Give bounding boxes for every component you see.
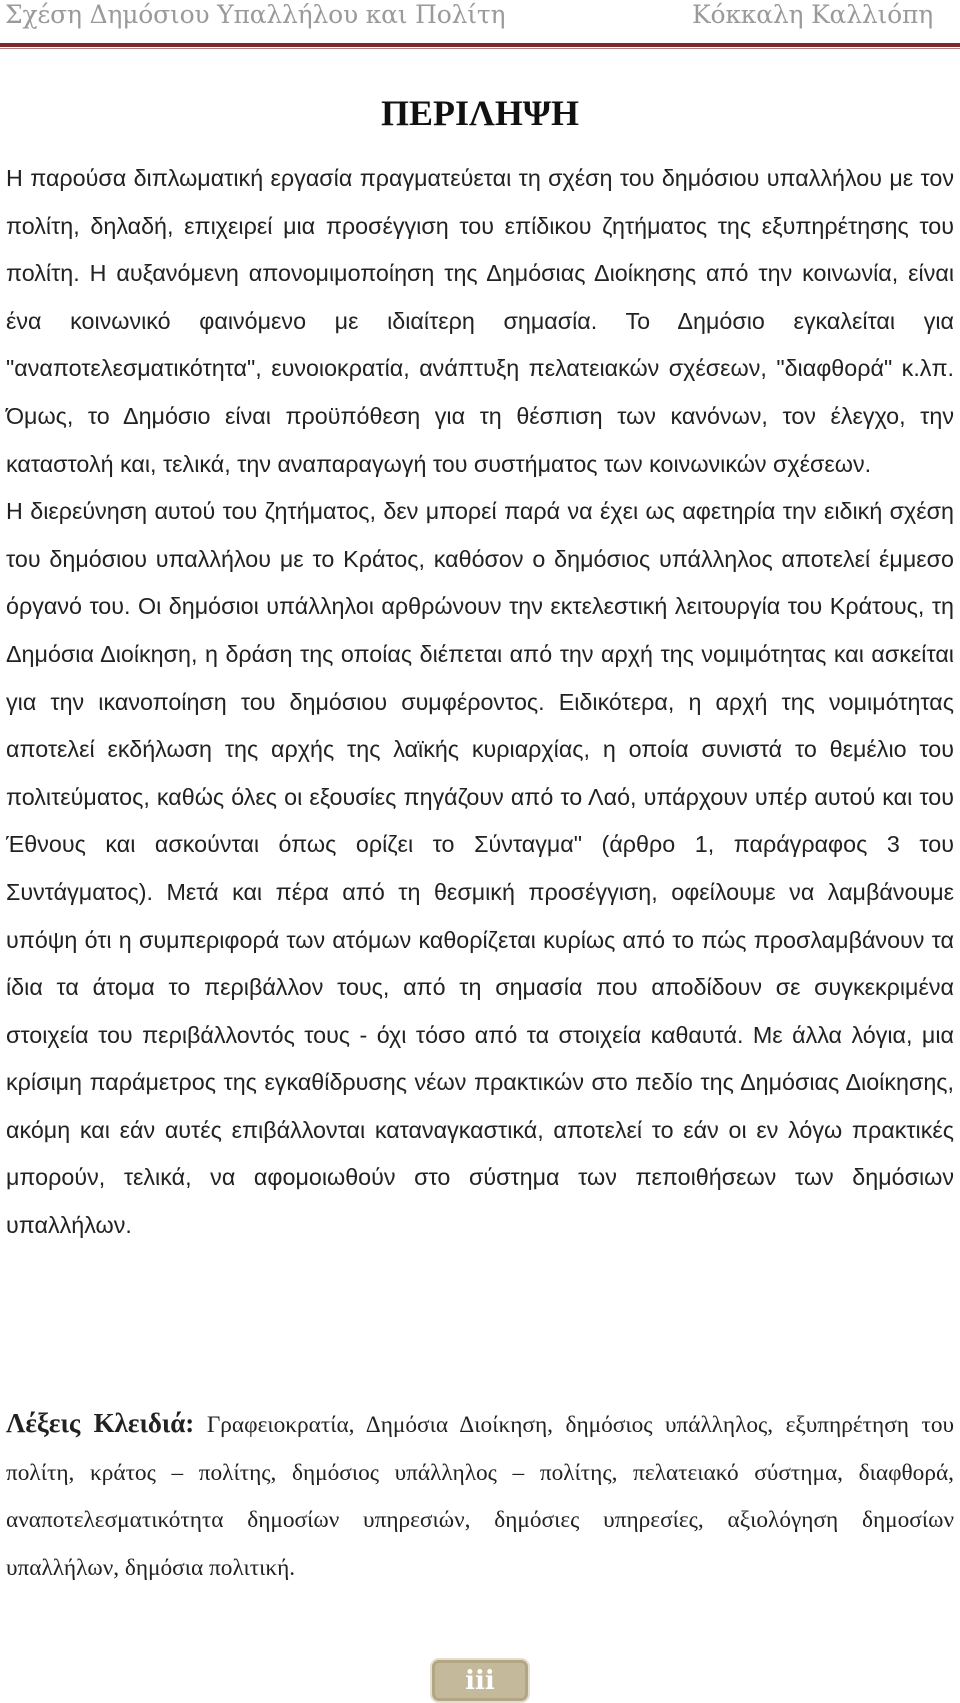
header-rule-thin (0, 48, 960, 49)
keywords-text: Γραφειοκρατία, Δημόσια Διοίκηση, δημόσιος υπάλληλος, εξυπηρέτηση του πολίτη, κράτος – πολίτης, δημόσιος υπάλληλος – πολίτης, πελατειακό σύστημα, διαφθορά, αναποτελεσματικότητα δημοσίων υπηρεσιών, δημόσιες υπηρεσίες, αξιολόγηση δημοσίων υπαλλήλων, δημόσια πολιτική. (6, 1412, 954, 1581)
keywords-label: Λέξεις Κλειδιά: (6, 1408, 195, 1438)
running-author: Κόκκαλη Καλλιόπη (692, 0, 933, 29)
abstract-body (6, 155, 954, 1250)
section-title (0, 92, 960, 134)
page-header (0, 0, 960, 46)
keywords-block (6, 1400, 954, 1592)
abstract-paragraph-2: Η διερεύνηση αυτού του ζητήματος, δεν μπορεί παρά να έχει ως αφετηρία την ειδική σχέση του δημόσιου υπαλλήλου με το Κράτος, καθόσον ο δημόσιος υπάλληλος αποτελεί έμμεσο όργανό του. Οι δημόσιοι υπάλληλοι αρθρώνουν την εκτελεστική λειτουργία του Κράτους, τη Δημόσια Διοίκηση, η δράση της οποίας διέπεται από την αρχή της νομιμότητας και ασκείται για την ικανοποίηση του δημόσιου συμφέροντος. Ειδικότερα, η αρχή της νομιμότητας αποτελεί εκδήλωση της αρχής της λαϊκής κυριαρχίας, η οποία συνιστά το θεμέλιο του πολιτεύματος, καθώς όλες οι εξουσίες πηγάζουν από το Λαό, υπάρχουν υπέρ αυτού και του Έθνους και ασκούνται όπως ορίζει το Σύνταγμα" (άρθρο 1, παράγραφος 3 του Συντάγματος). Μετά και πέρα από τη θεσμική προσέγγιση, οφείλουμε να λαμβάνουμε υπόψη ότι η συμπεριφορά των ατόμων καθορίζεται κυρίως από το πώς προσλαμβάνουν τα ίδια τα άτομα το περιβάλλον τους, από τη σημασία που αποδίδουν σε συγκεκριμένα στοιχεία του περιβάλλοντός τους - όχι τόσο από τα στοιχεία καθαυτά. Με άλλα λόγια, μια κρίσιμη παράμετρος της εγκαθίδρυσης νέων πρακτικών στο πεδίο της Δημόσιας Διοίκησης, ακόμη και εάν αυτές επιβάλλονται καταναγκαστικά, αποτελεί το εάν οι εν λόγω πρακτικές μπορούν, τελικά, να αφομοιωθούν στο σύστημα των πεποιθήσεων των δημόσιων υπαλλήλων. (6, 498, 954, 1239)
abstract-paragraph-1: Η παρούσα διπλωματική εργασία πραγματεύεται τη σχέση του δημόσιου υπαλλήλου με τον πολίτη, δηλαδή, επιχειρεί μια προσέγγιση του επίδικου ζητήματος της εξυπηρέτησης του πολίτη. Η αυξανόμενη απονομιμοποίηση της Δημόσιας Διοίκησης από την κοινωνία, είναι ένα κοινωνικό φαινόμενο με ιδιαίτερη σημασία. Το Δημόσιο εγκαλείται για "αναποτελεσματικότητα", ευνοιοκρατία, ανάπτυξη πελατειακών σχέσεων, "διαφθορά" κ.λπ. Όμως, το Δημόσιο είναι προϋπόθεση για τη θέσπιση των κανόνων, τον έλεγχο, την καταστολή και, τελικά, την αναπαραγωγή του συστήματος των κοινωνικών σχέσεων. (6, 165, 954, 477)
page-number-badge (430, 1658, 530, 1703)
running-title: Σχέση Δημόσιου Υπαλλήλου και Πολίτη (5, 0, 506, 29)
header-rule (0, 43, 960, 47)
section-title-text: ΠΕΡΙΛΗΨΗ (381, 93, 579, 133)
page-number: iii (465, 1666, 495, 1696)
